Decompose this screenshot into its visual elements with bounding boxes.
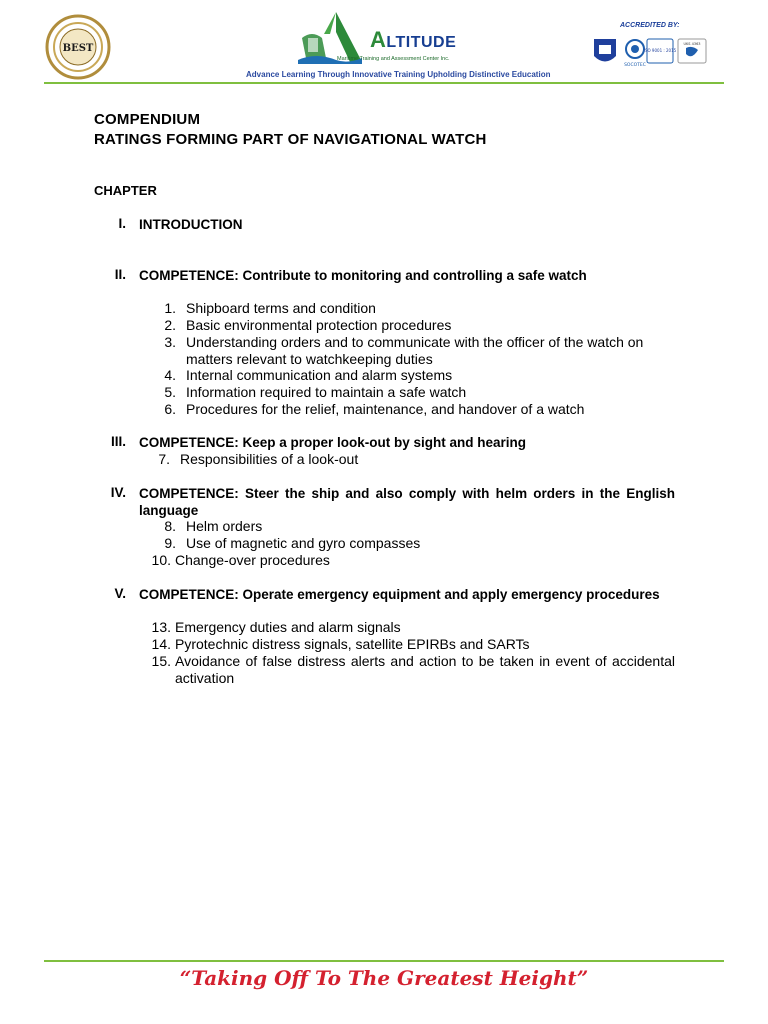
brand-initial: A: [370, 27, 387, 52]
footer-divider: [44, 960, 724, 962]
item-number: 10.: [151, 552, 171, 568]
item-number: 4.: [164, 367, 176, 383]
section-numeral: I.: [118, 216, 126, 231]
item-number: 7.: [158, 451, 170, 467]
item-number: 2.: [164, 317, 176, 333]
item-number: 9.: [164, 535, 176, 551]
accredited-label: ACCREDITED BY:: [620, 22, 680, 29]
marina-shield-icon: [594, 39, 616, 62]
seal-text: BEST: [62, 43, 94, 54]
item-number: 6.: [164, 401, 176, 417]
item-text: Internal communication and alarm systems: [186, 367, 453, 383]
section-heading: COMPETENCE: Keep a proper look-out by sight and hearing: [139, 435, 527, 450]
item-text: Responsibilities of a look-out: [180, 451, 359, 467]
item-number: 13.: [151, 619, 171, 635]
section-numeral: V.: [114, 586, 126, 601]
item-number: 1.: [164, 300, 176, 316]
item-number: 3.: [164, 334, 176, 350]
best-seal-logo: [45, 14, 111, 80]
brand-name-rest: LTITUDE: [386, 34, 457, 51]
accreditation-badges: [592, 36, 708, 68]
section-heading: COMPETENCE: Steer the ship and also comply with helm orders in the English language: [139, 486, 675, 518]
section-heading: COMPETENCE: Operate emergency equipment and apply emergency procedures: [139, 587, 660, 602]
iso-badge-icon: [644, 39, 677, 63]
document-title: COMPENDIUM: [94, 111, 201, 128]
item-text: Pyrotechnic distress signals, satellite EPIRBs and SARTs: [175, 636, 530, 652]
socotec-text: SOCOTEC: [624, 63, 646, 68]
item-number: 14.: [151, 636, 171, 652]
section-numeral: II.: [114, 267, 126, 282]
ukas-badge-icon: [678, 39, 706, 63]
item-text: Avoidance of false distress alerts and action to be taken in event of accidental activation: [175, 653, 675, 686]
section-numeral: IV.: [110, 485, 126, 500]
section-heading: INTRODUCTION: [139, 217, 243, 232]
item-text: Change-over procedures: [175, 552, 330, 568]
header-tagline: Advance Learning Through Innovative Training Upholding Distinctive Education: [246, 70, 551, 79]
footer-motto: “Taking Off To The Greatest Height”: [179, 966, 589, 990]
item-text: Procedures for the relief, maintenance, and handover of a watch: [186, 401, 585, 417]
item-text: Information required to maintain a safe watch: [186, 384, 467, 400]
item-number: 8.: [164, 518, 176, 534]
header-divider: [44, 82, 724, 84]
item-text: Understanding orders and to communicate with the officer of the watch on matters relevant to watchkeeping duties: [186, 334, 644, 367]
item-number: 15.: [151, 653, 171, 669]
item-text: Use of magnetic and gyro compasses: [186, 535, 421, 551]
item-text: Shipboard terms and condition: [186, 300, 376, 316]
iso-text: ISO 9001 : 2015: [643, 48, 677, 53]
item-text: Emergency duties and alarm signals: [175, 619, 401, 635]
ukas-text: UKS 4363: [683, 42, 701, 46]
section-numeral: III.: [110, 434, 126, 449]
chapter-label: CHAPTER: [94, 183, 157, 198]
brand-subtitle: Maritime Training and Assessment Center Inc.: [337, 56, 450, 62]
item-text: Helm orders: [186, 518, 263, 534]
socotec-badge-icon: [624, 40, 646, 68]
item-text: Basic environmental protection procedures: [186, 317, 452, 333]
document-subtitle: RATINGS FORMING PART OF NAVIGATIONAL WATCH: [94, 131, 487, 148]
section-heading: COMPETENCE: Contribute to monitoring and controlling a safe watch: [139, 268, 587, 283]
item-number: 5.: [164, 384, 176, 400]
brand-name: [370, 27, 456, 53]
